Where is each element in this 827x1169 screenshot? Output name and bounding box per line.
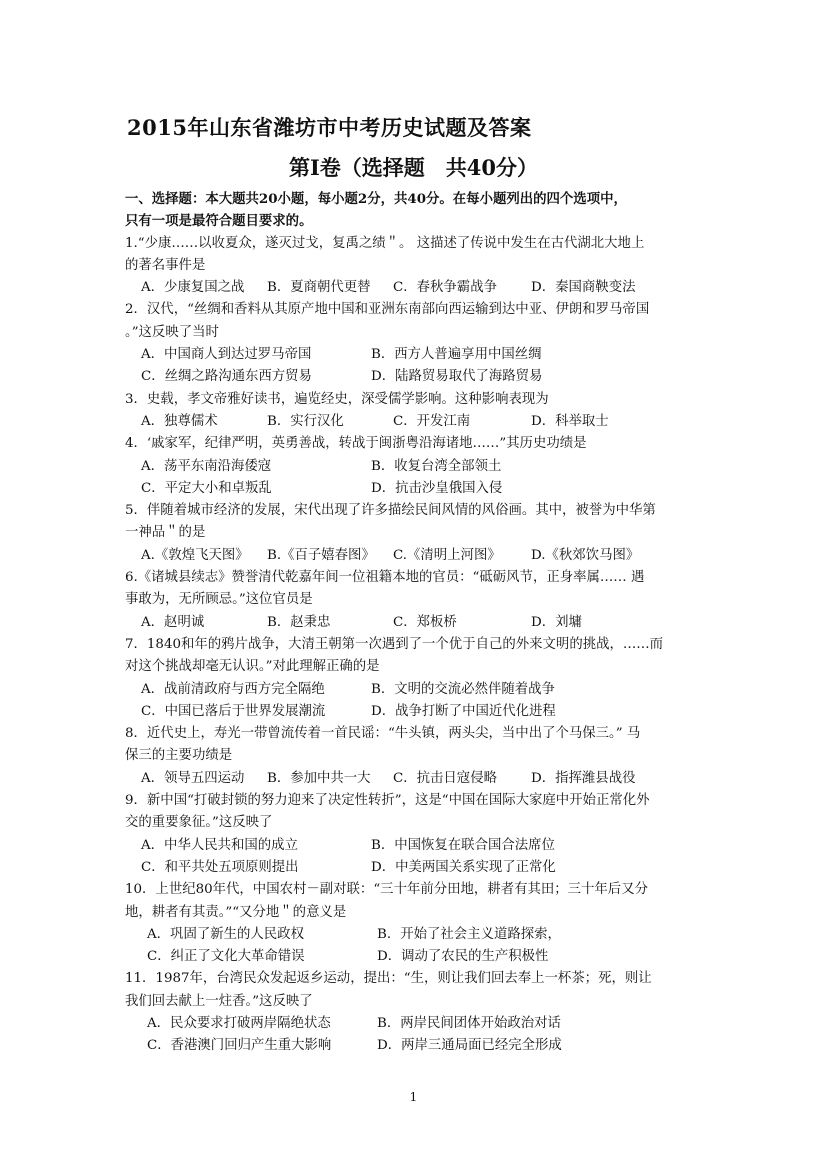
answer-option: D．陆路贸易取代了海路贸易 <box>371 369 543 385</box>
option-row <box>125 946 710 968</box>
question-stem-line: 3．史载，孝文帝雅好读书，遍览经史，深受儒学影响。这种影响表现为 <box>125 391 549 407</box>
answer-option: D．刘墉 <box>531 614 582 630</box>
option-row <box>125 411 710 433</box>
answer-option: B．赵秉忠 <box>267 614 331 630</box>
instructions-line-2: 只有一项是最符合题目要求的。 <box>125 213 313 230</box>
answer-option: A．中国商人到达过罗马帝国 <box>141 347 312 363</box>
question-stem-line: 10．上世纪80年代，中国农村－副对联：“三十年前分田地，耕者有其田；三十年后又分 <box>125 882 648 898</box>
answer-option: B．实行汉化 <box>267 413 344 429</box>
question-stem-line: 1.“少康……以收夏众，遂灭过戈，复禹之绩＂。 这描述了传说中发生在古代湖北大地上 <box>125 235 645 251</box>
answer-option: C．开发江南 <box>393 413 471 429</box>
option-row <box>125 1035 710 1057</box>
question-item <box>125 968 710 1057</box>
question-item <box>125 500 710 567</box>
answer-option: B．文明的交流必然伴随着战争 <box>371 681 555 697</box>
question-stem-line: 5．伴随着城市经济的发展，宋代出现了许多描绘民间风情的风俗画。其中，被誉为中华第 <box>125 503 656 519</box>
option-row <box>125 1013 710 1035</box>
option-row <box>125 545 710 567</box>
option-row <box>125 277 710 299</box>
question-stem-line: 6.《诸城县续志》赞誉清代乾嘉年间一位祖籍本地的官员：“砥砺风节，正身率属…… 遇 <box>125 570 645 586</box>
answer-option: C．平定大小和卓叛乱 <box>141 480 272 496</box>
question-stem-line: 。”这反映了当时 <box>125 324 219 340</box>
answer-option: A．荡平东南沿海倭寇 <box>141 458 272 474</box>
answer-option: D．两岸三通局面已经完全形成 <box>377 1038 562 1054</box>
page-number: 1 <box>409 1090 418 1104</box>
question-stem-line: 4．‘戚家军，纪律严明，英勇善战，转战于闽浙粤沿海诸地……”其历史功绩是 <box>125 436 587 452</box>
answer-option: B．夏商朝代更替 <box>267 280 371 296</box>
answer-option: B．收复台湾全部领土 <box>371 458 502 474</box>
question-item <box>125 433 710 500</box>
answer-option: A．少康复国之战 <box>141 280 245 296</box>
answer-option: D．指挥潍县战役 <box>531 770 636 786</box>
exam-content <box>125 188 710 1058</box>
answer-option: C．抗击日寇侵略 <box>393 770 497 786</box>
option-row <box>125 456 710 478</box>
answer-option: A．中华人民共和国的成立 <box>141 837 298 853</box>
option-row <box>125 768 710 790</box>
answer-option: A．战前清政府与西方完全隔绝 <box>141 681 325 697</box>
answer-option: A．赵明诚 <box>141 614 205 630</box>
answer-option: D．秦国商鞅变法 <box>531 280 636 296</box>
answer-option: B．西方人普遍享用中国丝绸 <box>371 347 542 363</box>
question-item <box>125 790 710 879</box>
answer-option: D．中美两国关系实现了正常化 <box>371 859 556 875</box>
question-stem-line: 7．1840和年的鸦片战争，大清王朝第一次遇到了一个优于自己的外来文明的挑战，……而 <box>125 636 664 652</box>
question-item <box>125 634 710 723</box>
answer-option: B．参加中共一大 <box>267 770 371 786</box>
question-stem-line: 2．汉代，“丝绸和香料从其原产地中国和亚洲东南部向西运输到达中亚、伊朗和罗马帝国 <box>125 302 650 318</box>
question-item <box>125 879 710 968</box>
option-row <box>125 344 710 366</box>
option-row <box>125 701 710 723</box>
answer-option: B．两岸民间团体开始政治对话 <box>377 1015 561 1031</box>
question-item <box>125 723 710 790</box>
question-list <box>125 233 710 1058</box>
option-row <box>125 857 710 879</box>
answer-option: C．郑板桥 <box>393 614 457 630</box>
option-row <box>125 679 710 701</box>
answer-option: C．丝绸之路沟通东西方贸易 <box>141 369 312 385</box>
answer-option: A．巩固了新生的人民政权 <box>147 926 304 942</box>
answer-option: A．领导五四运动 <box>141 770 245 786</box>
answer-option: B．中国恢复在联合国合法席位 <box>371 837 555 853</box>
option-row <box>125 366 710 388</box>
answer-option: A．独尊儒术 <box>141 413 218 429</box>
answer-option: C．春秋争霸战争 <box>393 280 497 296</box>
question-stem-line: 8．近代史上，寿光一带曾流传着一首民谣：“牛头镇，两头尖，当中出了个马保三。” 马 <box>125 726 641 742</box>
answer-option: D．战争打断了中国近代化进程 <box>371 703 556 719</box>
option-row <box>125 835 710 857</box>
question-stem-line: 保三的主要功绩是 <box>125 748 233 764</box>
question-item <box>125 299 710 388</box>
option-row <box>125 478 710 500</box>
answer-option: A.《敦煌飞天图》 <box>141 547 249 563</box>
question-stem-line: 事敢为，无所顾忌。”这位官员是 <box>125 592 313 608</box>
instructions-line-1: 一、选择题：本大题共20小题，每小题2分，共40分。在每小题列出的四个选项中， <box>125 191 627 207</box>
answer-option: C．和平共处五项原则提出 <box>141 859 299 875</box>
question-stem-line: 交的重要象征。”这反映了 <box>125 815 273 831</box>
answer-option: B.《百子嬉春图》 <box>267 547 375 563</box>
question-stem-line: 的著名事件是 <box>125 257 206 273</box>
question-stem-line: 一神品＂的是 <box>125 525 206 541</box>
option-row <box>125 924 710 946</box>
question-item <box>125 233 710 300</box>
answer-option: D．抗击沙皇俄国入侵 <box>371 480 503 496</box>
question-stem-line: 我们回去献上一炷香。”这反映了 <box>125 993 313 1009</box>
answer-option: C．香港澳门回归产生重大影响 <box>147 1038 332 1054</box>
question-item <box>125 567 710 634</box>
answer-option: C．中国已落后于世界发展潮流 <box>141 703 326 719</box>
option-row <box>125 612 710 634</box>
page-title: 2015年山东省潍坊市中考历史试题及答案 <box>127 115 532 140</box>
section-heading: 第I卷（选择题 共40分） <box>288 155 539 180</box>
answer-option: C．纠正了文化大革命错误 <box>147 949 305 965</box>
answer-option: D．调动了农民的生产积极性 <box>377 949 549 965</box>
answer-option: B．开始了社会主义道路探索， <box>377 926 561 942</box>
answer-option: C.《清明上河图》 <box>393 547 501 563</box>
question-stem-line: 地，耕者有其责。”“又分地＂的意义是 <box>125 904 347 920</box>
answer-option: D.《秋郊饮马图》 <box>531 547 640 563</box>
answer-option: D．科举取士 <box>531 413 609 429</box>
question-item <box>125 389 710 434</box>
answer-option: A．民众要求打破两岸隔绝状态 <box>147 1015 331 1031</box>
question-stem-line: 9．新中国“打破封锁的努力迎来了决定性转折”，这是“中国在国际大家庭中开始正常化外 <box>125 793 650 809</box>
question-stem-line: 11．1987年，台湾民众发起返乡运动，提出：“生，则让我们回去奉上一杯茶；死，则让 <box>125 971 652 987</box>
question-stem-line: 对这个挑战却毫无认识。”对此理解正确的是 <box>125 659 380 675</box>
